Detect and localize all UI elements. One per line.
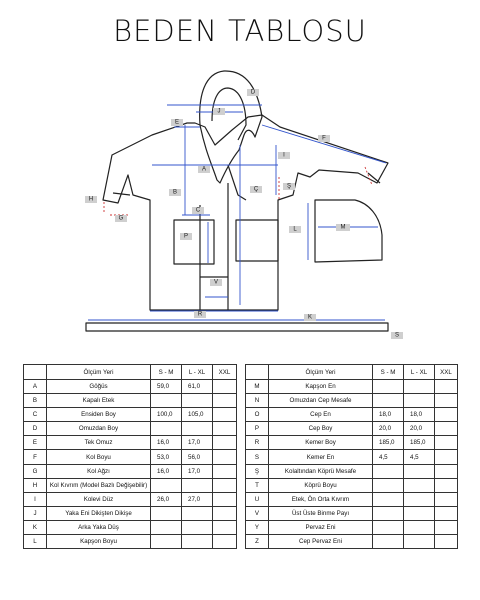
row-value-xxl — [435, 436, 458, 450]
row-value-sm — [151, 394, 182, 408]
row-value-lxl — [404, 478, 435, 492]
row-code: U — [246, 492, 269, 506]
row-value-lxl — [404, 380, 435, 394]
row-code: R — [246, 436, 269, 450]
table-row — [246, 394, 458, 408]
row-code: L — [24, 535, 47, 549]
row-value-sm — [373, 380, 404, 394]
row-value-lxl: 20,0 — [404, 422, 435, 436]
row-value-lxl — [404, 464, 435, 478]
row-value-sm: 26,0 — [151, 492, 182, 506]
row-value-xxl — [435, 408, 458, 422]
table-row — [24, 535, 237, 549]
figure-label-A — [198, 166, 210, 173]
row-value-xxl — [213, 520, 237, 534]
svg-text:P: P — [183, 233, 189, 240]
row-code: H — [24, 478, 47, 492]
row-value-lxl: 105,0 — [182, 408, 213, 422]
row-value-xxl — [213, 422, 237, 436]
row-value-lxl — [182, 394, 213, 408]
row-value-lxl: 56,0 — [182, 450, 213, 464]
table-row — [246, 464, 458, 478]
row-value-sm: 18,0 — [373, 408, 404, 422]
row-code: C — [24, 408, 47, 422]
row-value-xxl — [435, 535, 458, 549]
row-value-xxl — [213, 478, 237, 492]
table-header-row — [246, 365, 458, 380]
row-value-sm: 59,0 — [151, 380, 182, 394]
row-value-lxl — [404, 394, 435, 408]
row-value-sm — [151, 520, 182, 534]
svg-text:F: F — [322, 135, 326, 142]
row-measurement-name: Kapşon Boyu — [47, 535, 151, 549]
row-value-sm — [373, 506, 404, 520]
row-value-sm — [373, 492, 404, 506]
table-row — [246, 408, 458, 422]
collar-lapel — [228, 165, 246, 200]
row-value-xxl — [435, 506, 458, 520]
row-code: T — [246, 478, 269, 492]
header-lxl: L - XL — [404, 365, 435, 380]
figure-label-P — [180, 233, 192, 240]
row-value-xxl — [435, 492, 458, 506]
row-value-xxl — [213, 535, 237, 549]
row-measurement-name: Kemer Boy — [269, 436, 373, 450]
row-measurement-name: Kol Ağzı — [47, 464, 151, 478]
row-value-lxl: 185,0 — [404, 436, 435, 450]
table-row — [24, 394, 237, 408]
header-xxl: XXL — [213, 365, 237, 380]
row-value-lxl — [404, 520, 435, 534]
row-measurement-name: Cep Boy — [269, 422, 373, 436]
row-value-lxl: 17,0 — [182, 464, 213, 478]
row-value-xxl — [213, 436, 237, 450]
figure-label-V — [210, 279, 222, 286]
svg-text:I: I — [283, 152, 285, 159]
figure-label-D — [247, 89, 259, 96]
row-value-lxl — [182, 520, 213, 534]
row-value-lxl: 61,0 — [182, 380, 213, 394]
row-value-sm: 16,0 — [151, 464, 182, 478]
garment-diagram — [0, 55, 480, 350]
row-measurement-name: Etek, Ön Orta Kıvrım — [269, 492, 373, 506]
row-code: D — [24, 422, 47, 436]
row-value-lxl: 27,0 — [182, 492, 213, 506]
row-measurement-name: Kemer En — [269, 450, 373, 464]
row-value-sm — [151, 478, 182, 492]
figure-label-N — [192, 207, 204, 214]
table-row — [24, 436, 237, 450]
table-row — [24, 520, 237, 534]
page-title: BEDEN TABLOSU — [113, 14, 367, 48]
row-value-lxl — [182, 535, 213, 549]
header-sm: S - M — [151, 365, 182, 380]
row-code: G — [24, 464, 47, 478]
row-measurement-name: Yaka Eni Dikişten Dikişe — [47, 506, 151, 520]
svg-text:V: V — [213, 279, 219, 286]
row-measurement-name: Kol Boyu — [47, 450, 151, 464]
row-measurement-name: Köprü Boyu — [269, 478, 373, 492]
table-header-row — [24, 365, 237, 380]
row-measurement-name: Pervaz Eni — [269, 520, 373, 534]
row-value-xxl — [213, 408, 237, 422]
table-row — [24, 492, 237, 506]
row-value-xxl — [435, 520, 458, 534]
row-code: O — [246, 408, 269, 422]
figure-label-K — [304, 314, 316, 321]
row-code: V — [246, 506, 269, 520]
row-measurement-name: Kol Kıvrım (Model Bazlı Değişebilir) — [47, 478, 151, 492]
header-lxl: L - XL — [182, 365, 213, 380]
figure-label-M — [336, 224, 350, 231]
svg-text:H: H — [88, 196, 94, 203]
figure-label-H — [85, 196, 97, 203]
figure-label-S — [283, 183, 295, 190]
row-measurement-name: Cep En — [269, 408, 373, 422]
row-value-xxl — [435, 394, 458, 408]
row-code: I — [24, 492, 47, 506]
svg-text:A: A — [201, 166, 207, 173]
svg-text:R: R — [197, 311, 203, 318]
svg-text:D: D — [250, 89, 256, 96]
svg-text:B: B — [172, 189, 178, 196]
row-value-sm — [373, 464, 404, 478]
row-value-lxl — [404, 492, 435, 506]
row-value-sm: 20,0 — [373, 422, 404, 436]
figure-label-B — [169, 189, 181, 196]
row-value-sm — [373, 535, 404, 549]
table-row — [246, 535, 458, 549]
table-row — [24, 450, 237, 464]
table-row — [246, 422, 458, 436]
right-pocket — [236, 220, 278, 261]
row-value-xxl — [435, 478, 458, 492]
table-row — [246, 450, 458, 464]
header-xxl: XXL — [435, 365, 458, 380]
row-value-lxl — [182, 478, 213, 492]
belt — [86, 323, 388, 331]
row-value-xxl — [213, 506, 237, 520]
figure-label-G — [115, 215, 127, 222]
row-value-sm — [373, 478, 404, 492]
row-value-xxl — [435, 450, 458, 464]
header-place: Ölçüm Yeri — [47, 365, 151, 380]
row-code: B — [24, 394, 47, 408]
row-value-sm — [373, 394, 404, 408]
row-code: Ş — [246, 464, 269, 478]
header-code — [24, 365, 47, 380]
row-value-lxl: 18,0 — [404, 408, 435, 422]
svg-text:Ç: Ç — [253, 186, 259, 193]
row-code: A — [24, 380, 47, 394]
row-measurement-name: Ensiden Boy — [47, 408, 151, 422]
row-value-sm — [151, 535, 182, 549]
table-row — [246, 492, 458, 506]
row-value-sm — [151, 506, 182, 520]
header-sm: S - M — [373, 365, 404, 380]
row-measurement-name: Kolaltından Köprü Mesafe — [269, 464, 373, 478]
svg-text:L: L — [293, 226, 297, 233]
svg-text:Ş: Ş — [286, 183, 292, 190]
table-row — [246, 506, 458, 520]
figure-label-R — [194, 311, 206, 318]
table-row — [24, 478, 237, 492]
row-value-lxl: 17,0 — [182, 436, 213, 450]
svg-text:C: C — [195, 207, 201, 214]
row-code: N — [246, 394, 269, 408]
row-code: J — [24, 506, 47, 520]
coat-body-outline — [103, 115, 388, 310]
figure-label-L — [289, 226, 301, 233]
row-value-lxl — [404, 506, 435, 520]
svg-text:E: E — [174, 119, 180, 126]
row-value-lxl — [182, 422, 213, 436]
row-value-sm: 185,0 — [373, 436, 404, 450]
row-code: M — [246, 380, 269, 394]
svg-text:S: S — [394, 332, 400, 339]
row-code: E — [24, 436, 47, 450]
size-table-left — [23, 364, 237, 549]
row-measurement-name: Üst Üste Binme Payı — [269, 506, 373, 520]
row-value-xxl — [213, 380, 237, 394]
figure-label-C — [250, 186, 262, 193]
figure-label-J — [213, 108, 225, 115]
row-measurement-name: Kolevi Düz — [47, 492, 151, 506]
svg-text:J: J — [217, 108, 221, 115]
table-row — [24, 408, 237, 422]
row-code: K — [24, 520, 47, 534]
header-place: Ölçüm Yeri — [269, 365, 373, 380]
row-measurement-name: Omuzdan Cep Mesafe — [269, 394, 373, 408]
row-value-lxl — [182, 506, 213, 520]
row-value-sm — [373, 520, 404, 534]
row-measurement-name: Cep Pervaz Eni — [269, 535, 373, 549]
row-code: P — [246, 422, 269, 436]
table-row — [24, 506, 237, 520]
row-code: S — [246, 450, 269, 464]
row-measurement-name: Kapşon En — [269, 380, 373, 394]
table-row — [24, 422, 237, 436]
row-value-xxl — [435, 464, 458, 478]
row-value-xxl — [213, 394, 237, 408]
row-value-sm — [151, 422, 182, 436]
row-code: Y — [246, 520, 269, 534]
row-measurement-name: Tek Omuz — [47, 436, 151, 450]
figure-label-E — [171, 119, 183, 126]
row-measurement-name: Kapalı Etek — [47, 394, 151, 408]
svg-text:M: M — [340, 224, 346, 231]
row-code: F — [24, 450, 47, 464]
row-value-sm: 53,0 — [151, 450, 182, 464]
table-row — [246, 380, 458, 394]
table-row — [246, 436, 458, 450]
row-value-sm: 100,0 — [151, 408, 182, 422]
row-value-xxl — [435, 422, 458, 436]
figure-label-F — [318, 135, 330, 142]
size-table-right — [245, 364, 458, 549]
row-value-xxl — [213, 464, 237, 478]
row-measurement-name: Arka Yaka Düş — [47, 520, 151, 534]
row-value-lxl — [404, 535, 435, 549]
header-code — [246, 365, 269, 380]
table-row — [246, 478, 458, 492]
row-value-lxl: 4,5 — [404, 450, 435, 464]
row-value-sm: 16,0 — [151, 436, 182, 450]
table-row — [24, 464, 237, 478]
table-row — [24, 380, 237, 394]
table-row — [246, 520, 458, 534]
row-value-xxl — [213, 450, 237, 464]
row-value-xxl — [435, 380, 458, 394]
row-measurement-name: Göğüs — [47, 380, 151, 394]
figure-label-S2 — [391, 332, 403, 339]
svg-text:K: K — [307, 314, 313, 321]
figure-label-I — [278, 152, 290, 159]
row-value-xxl — [213, 492, 237, 506]
row-value-sm: 4,5 — [373, 450, 404, 464]
row-measurement-name: Omuzdan Boy — [47, 422, 151, 436]
svg-text:G: G — [118, 215, 124, 222]
row-code: Z — [246, 535, 269, 549]
